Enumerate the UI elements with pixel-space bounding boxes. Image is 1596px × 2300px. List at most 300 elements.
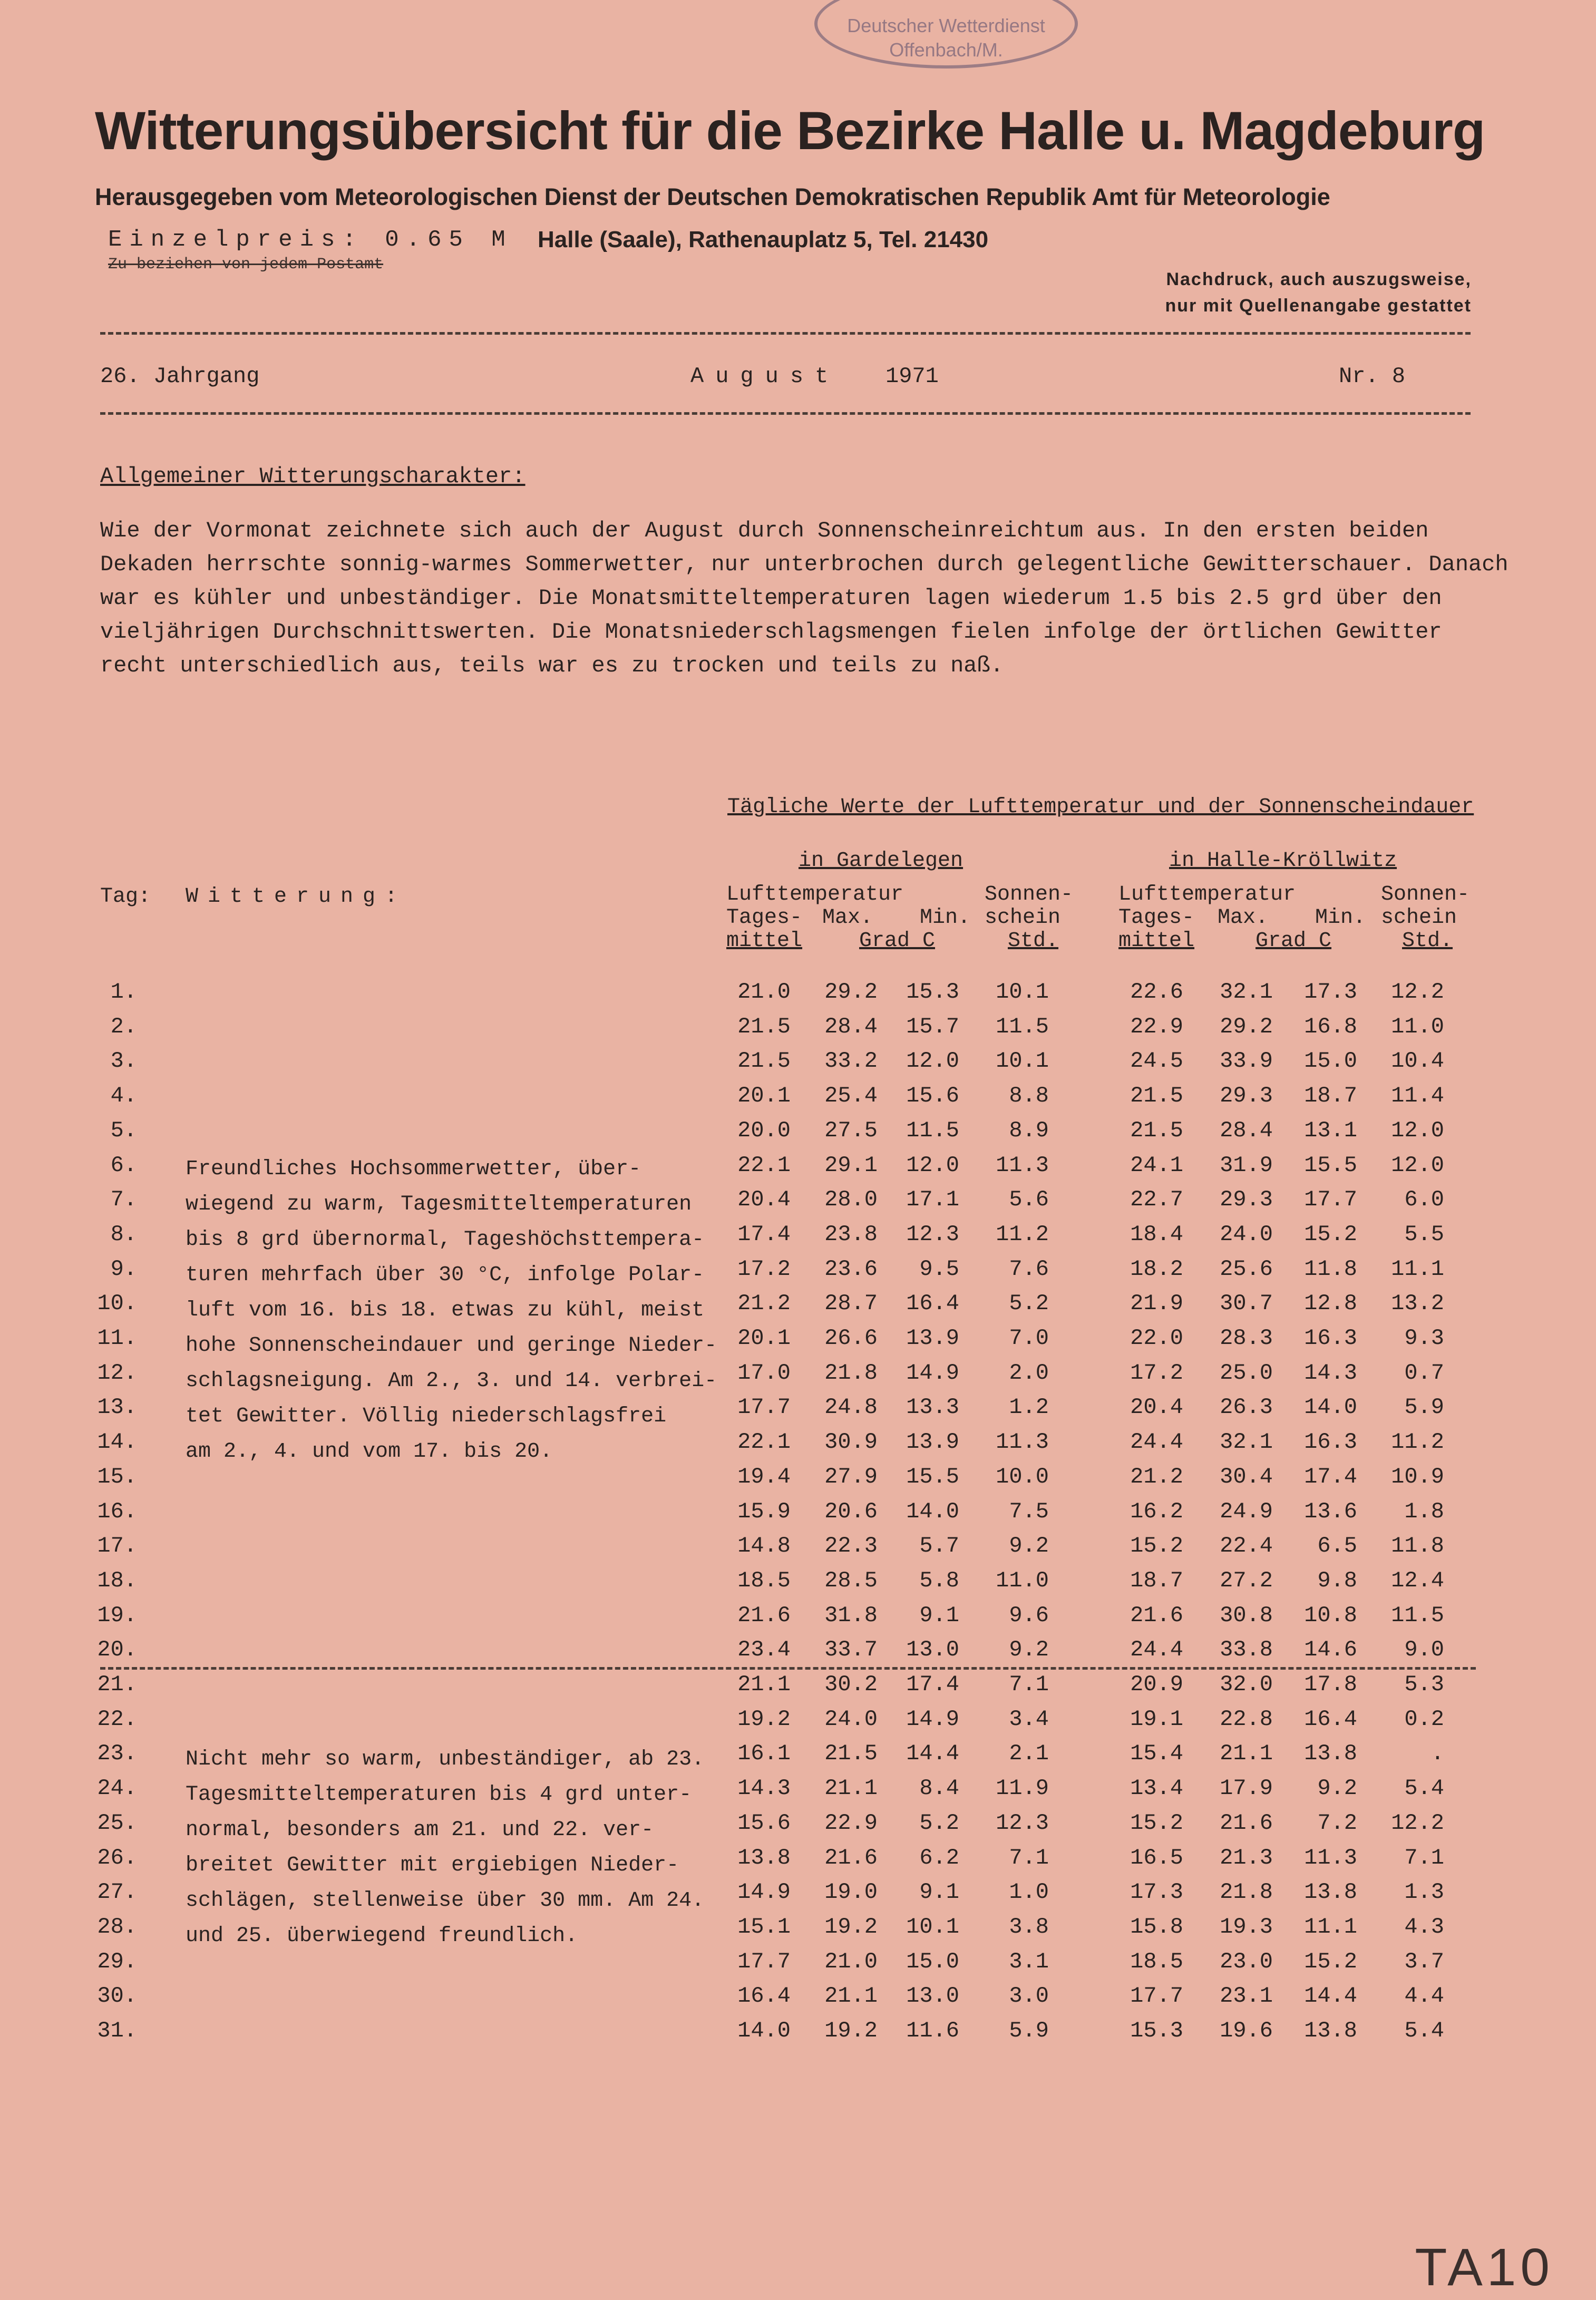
halle-value-cell: 16.3 [1304,1429,1357,1455]
day-cell: 2. [110,1013,137,1039]
gardelegen-value-cell: 10.1 [996,1048,1049,1074]
table-row [0,1707,1596,1741]
halle-value-cell: 9.3 [1404,1326,1444,1351]
gardelegen-value-cell: 9.2 [1009,1637,1049,1663]
halle-value-cell: 15.4 [1130,1741,1183,1767]
halle-value-cell: 9.0 [1404,1637,1444,1663]
gardelegen-value-cell: 17.7 [737,1395,791,1420]
halle-value-cell: 29.2 [1220,1013,1273,1039]
gardelegen-value-cell: 14.9 [737,1879,791,1905]
remark-line: hohe Sonnenscheindauer und geringe Nieder- [186,1334,717,1358]
day-cell: 31. [97,2018,137,2043]
gardelegen-value-cell: 26.6 [824,1326,878,1351]
gardelegen-value-cell: 7.1 [1009,1845,1049,1870]
gardelegen-value-cell: 21.5 [737,1013,791,1039]
day-cell: 18. [97,1567,137,1593]
halle-value-cell: 5.4 [1404,2018,1444,2043]
gardelegen-value-cell: 9.6 [1009,1602,1049,1628]
gardelegen-value-cell: 13.0 [906,1983,959,2009]
h-std-header: Std. [1402,929,1453,953]
general-heading: Allgemeiner Witterungscharakter: [100,464,525,489]
gardelegen-value-cell: 17.4 [737,1221,791,1247]
col-day-header: Tag: [100,885,151,909]
gardelegen-value-cell: 17.1 [906,1187,959,1213]
halle-value-cell: 18.5 [1130,1948,1183,1974]
volume-label: 26. Jahrgang [100,364,260,389]
gardelegen-value-cell: 22.1 [737,1429,791,1455]
gardelegen-value-cell: 11.0 [996,1567,1049,1593]
gardelegen-value-cell: 3.4 [1009,1706,1049,1732]
halle-value-cell: 32.0 [1220,1672,1273,1697]
day-cell: 7. [110,1187,137,1213]
g-gradc-header: Grad C [859,929,936,953]
notice-line-1: Nachdruck, auch auszugsweise, [1166,269,1472,289]
gardelegen-value-cell: 3.0 [1009,1983,1049,2009]
gardelegen-value-cell: 24.0 [824,1706,878,1732]
g-mittel-header: mittel [726,929,803,953]
table-row [0,979,1596,1014]
halle-value-cell: 12.0 [1391,1152,1444,1178]
day-cell: 4. [110,1083,137,1109]
gardelegen-value-cell: 31.8 [824,1602,878,1628]
halle-value-cell: 3.7 [1404,1948,1444,1974]
table-caption: Tägliche Werte der Lufttemperatur und der Sonnenscheindauer [727,795,1474,819]
gardelegen-value-cell: 19.0 [824,1879,878,1905]
h-schein-header: schein [1381,906,1457,930]
gardelegen-value-cell: 8.8 [1009,1083,1049,1109]
gardelegen-value-cell: 17.7 [737,1948,791,1974]
day-cell: 25. [97,1810,137,1836]
halle-value-cell: 10.9 [1391,1464,1444,1489]
month-label: August [690,364,840,389]
halle-value-cell: 33.9 [1220,1048,1273,1074]
remark-line: Tagesmitteltemperaturen bis 4 grd unter- [186,1783,692,1807]
gardelegen-value-cell: 11.5 [996,1013,1049,1039]
halle-value-cell: 24.4 [1130,1637,1183,1663]
day-cell: 29. [97,1948,137,1974]
halle-value-cell: 15.8 [1130,1914,1183,1940]
gardelegen-value-cell: 15.9 [737,1498,791,1524]
halle-value-cell: 17.9 [1220,1776,1273,1801]
gardelegen-value-cell: 14.0 [906,1498,959,1524]
table-row [0,1083,1596,1118]
halle-value-cell: 21.8 [1220,1879,1273,1905]
gardelegen-value-cell: 22.1 [737,1152,791,1178]
gardelegen-value-cell: 20.1 [737,1083,791,1109]
halle-value-cell: 11.1 [1304,1914,1357,1940]
halle-value-cell: 14.6 [1304,1637,1357,1663]
gardelegen-value-cell: 22.3 [824,1533,878,1559]
notice-line-2: nur mit Quellenangabe gestattet [1165,296,1472,316]
gardelegen-value-cell: 21.1 [824,1776,878,1801]
gardelegen-value-cell: 16.1 [737,1741,791,1767]
halle-value-cell: 19.3 [1220,1914,1273,1940]
halle-value-cell: 30.7 [1220,1291,1273,1317]
halle-value-cell: 13.1 [1304,1117,1357,1143]
halle-value-cell: 25.6 [1220,1256,1273,1282]
gardelegen-value-cell: 21.5 [824,1741,878,1767]
halle-value-cell: 28.3 [1220,1326,1273,1351]
gardelegen-value-cell: 20.6 [824,1498,878,1524]
halle-value-cell: 24.4 [1130,1429,1183,1455]
remarks-first-period [186,1152,717,1469]
gardelegen-value-cell: 15.6 [737,1810,791,1836]
halle-value-cell: 7.1 [1404,1845,1444,1870]
halle-value-cell: 28.4 [1220,1117,1273,1143]
day-cell: 1. [110,979,137,1005]
day-cell: 22. [97,1706,137,1732]
publisher-line: Herausgegeben vom Meteorologischen Dienst der Deutschen Demokratischen Republik Amt für Meteorologie [95,183,1330,210]
remark-line: luft vom 16. bis 18. etwas zu kühl, meist [186,1299,705,1322]
halle-value-cell: 9.2 [1317,1776,1357,1801]
halle-value-cell: 17.4 [1304,1464,1357,1489]
halle-value-cell: 15.2 [1304,1221,1357,1247]
halle-value-cell: 22.6 [1130,979,1183,1005]
halle-value-cell: 27.2 [1220,1567,1273,1593]
halle-value-cell: 13.8 [1304,1879,1357,1905]
gardelegen-value-cell: 21.2 [737,1291,791,1317]
halle-value-cell: 22.0 [1130,1326,1183,1351]
halle-value-cell: 24.0 [1220,1221,1273,1247]
day-cell: 26. [97,1845,137,1870]
gardelegen-value-cell: 2.1 [1009,1741,1049,1767]
halle-value-cell: 17.7 [1130,1983,1183,2009]
gardelegen-value-cell: 12.3 [996,1810,1049,1836]
gardelegen-value-cell: 15.0 [906,1948,959,1974]
halle-value-cell: 21.1 [1220,1741,1273,1767]
gardelegen-value-cell: 23.4 [737,1637,791,1663]
halle-value-cell: 7.2 [1317,1810,1357,1836]
halle-value-cell: 18.4 [1130,1221,1183,1247]
day-cell: 30. [97,1983,137,2009]
reprint-notice [1165,266,1472,319]
halle-value-cell: 14.4 [1304,1983,1357,2009]
table-row [0,2018,1596,2053]
halle-value-cell: 25.0 [1220,1360,1273,1386]
table-row [0,1949,1596,1984]
gardelegen-value-cell: 12.3 [906,1221,959,1247]
remark-line: normal, besonders am 21. und 22. ver- [186,1818,654,1842]
halle-value-cell: 20.4 [1130,1395,1183,1420]
gardelegen-value-cell: 14.4 [906,1741,959,1767]
halle-value-cell: 12.2 [1391,1810,1444,1836]
halle-value-cell: 24.1 [1130,1152,1183,1178]
gardelegen-value-cell: 11.2 [996,1221,1049,1247]
gardelegen-value-cell: 5.2 [1009,1291,1049,1317]
gardelegen-value-cell: 12.0 [906,1152,959,1178]
gardelegen-value-cell: 10.1 [996,979,1049,1005]
stamp-line-1: Deutscher Wetterdienst [847,15,1045,36]
stamp-line-2: Offenbach/M. [889,39,1003,61]
gardelegen-value-cell: 28.0 [824,1187,878,1213]
halle-value-cell: 12.4 [1391,1567,1444,1593]
gardelegen-value-cell: 22.9 [824,1810,878,1836]
halle-value-cell: 22.8 [1220,1706,1273,1732]
gardelegen-value-cell: 27.9 [824,1464,878,1489]
gardelegen-value-cell: 29.2 [824,979,878,1005]
halle-value-cell: 13.6 [1304,1498,1357,1524]
station-halle: in Halle-Kröllwitz [1169,849,1397,873]
gardelegen-value-cell: 17.4 [906,1672,959,1697]
day-cell: 16. [97,1498,137,1524]
day-cell: 19. [97,1602,137,1628]
remark-line: bis 8 grd übernormal, Tageshöchsttempera- [186,1228,705,1252]
address-line: Halle (Saale), Rathenauplatz 5, Tel. 21430 [538,227,989,252]
archive-mark: TA10 [1415,2238,1554,2297]
g-max-header: Max. [822,906,873,930]
gardelegen-value-cell: 30.2 [824,1672,878,1697]
gardelegen-value-cell: 21.6 [737,1602,791,1628]
table-row [0,1048,1596,1083]
gardelegen-value-cell: 17.2 [737,1256,791,1282]
halle-value-cell: 24.9 [1220,1498,1273,1524]
halle-value-cell: 11.1 [1391,1256,1444,1282]
halle-value-cell: 15.0 [1304,1048,1357,1074]
halle-value-cell: 6.5 [1317,1533,1357,1559]
g-schein-header: schein [985,906,1061,930]
gardelegen-value-cell: 11.9 [996,1776,1049,1801]
gardelegen-value-cell: 11.5 [906,1117,959,1143]
halle-value-cell: 5.9 [1404,1395,1444,1420]
halle-value-cell: 1.3 [1404,1879,1444,1905]
gardelegen-value-cell: 17.0 [737,1360,791,1386]
gardelegen-value-cell: 33.2 [824,1048,878,1074]
h-gradc-header: Grad C [1256,929,1332,953]
day-cell: 14. [97,1429,137,1455]
halle-value-cell: 9.8 [1317,1567,1357,1593]
halle-value-cell: 18.7 [1304,1083,1357,1109]
day-cell: 6. [110,1152,137,1178]
gardelegen-value-cell: 21.1 [737,1672,791,1697]
h-min-header: Min. [1315,906,1366,930]
gardelegen-value-cell: 5.6 [1009,1187,1049,1213]
halle-value-cell: 17.7 [1304,1187,1357,1213]
table-row [0,1499,1596,1534]
table-row [0,1672,1596,1707]
day-cell: 3. [110,1048,137,1074]
halle-value-cell: 22.4 [1220,1533,1273,1559]
gardelegen-value-cell: 19.4 [737,1464,791,1489]
remark-line: turen mehrfach über 30 °C, infolge Polar- [186,1263,705,1287]
table-row [0,1983,1596,2018]
halle-value-cell: 20.9 [1130,1672,1183,1697]
gardelegen-value-cell: 14.9 [906,1706,959,1732]
gardelegen-value-cell: 3.1 [1009,1948,1049,1974]
gardelegen-value-cell: 23.6 [824,1256,878,1282]
gardelegen-value-cell: 21.5 [737,1048,791,1074]
halle-value-cell: 16.2 [1130,1498,1183,1524]
halle-value-cell: 13.4 [1130,1776,1183,1801]
halle-value-cell: 12.0 [1391,1117,1444,1143]
year-label: 1971 [885,364,939,389]
gardelegen-value-cell: 6.2 [919,1845,959,1870]
halle-value-cell: 4.4 [1404,1983,1444,2009]
gardelegen-value-cell: 20.1 [737,1326,791,1351]
halle-value-cell: 15.2 [1130,1810,1183,1836]
gardelegen-value-cell: 14.8 [737,1533,791,1559]
halle-value-cell: 17.3 [1304,979,1357,1005]
page-title: Witterungsübersicht für die Bezirke Halle u. Magdeburg [95,101,1485,161]
halle-value-cell: 11.3 [1304,1845,1357,1870]
gardelegen-value-cell: 23.8 [824,1221,878,1247]
halle-value-cell: 15.2 [1130,1533,1183,1559]
gardelegen-value-cell: 30.9 [824,1429,878,1455]
day-cell: 27. [97,1879,137,1905]
gardelegen-value-cell: 15.1 [737,1914,791,1940]
h-max-header: Max. [1218,906,1269,930]
halle-value-cell: 17.2 [1130,1360,1183,1386]
gardelegen-value-cell: 14.0 [737,2018,791,2043]
gardelegen-value-cell: 20.0 [737,1117,791,1143]
halle-value-cell: 21.6 [1220,1810,1273,1836]
g-std-header: Std. [1008,929,1059,953]
g-min-header: Min. [920,906,971,930]
halle-value-cell: 30.8 [1220,1602,1273,1628]
halle-value-cell: 13.2 [1391,1291,1444,1317]
halle-value-cell: 0.2 [1404,1706,1444,1732]
gardelegen-value-cell: 13.0 [906,1637,959,1663]
gardelegen-value-cell: 27.5 [824,1117,878,1143]
gardelegen-value-cell: 5.8 [919,1567,959,1593]
halle-value-cell: 16.5 [1130,1845,1183,1870]
halle-value-cell: 11.8 [1391,1533,1444,1559]
gardelegen-value-cell: 24.8 [824,1395,878,1420]
halle-value-cell: 11.0 [1391,1013,1444,1039]
halle-value-cell: 5.5 [1404,1221,1444,1247]
gardelegen-value-cell: 18.5 [737,1567,791,1593]
halle-value-cell: 15.5 [1304,1152,1357,1178]
gardelegen-value-cell: 19.2 [824,1914,878,1940]
gardelegen-value-cell: 16.4 [906,1291,959,1317]
issue-number: Nr. 8 [1339,364,1406,389]
gardelegen-value-cell: 9.1 [919,1602,959,1628]
day-cell: 8. [110,1221,137,1247]
gardelegen-value-cell: 1.2 [1009,1395,1049,1420]
gardelegen-value-cell: 19.2 [824,2018,878,2043]
gardelegen-value-cell: 21.1 [824,1983,878,2009]
halle-value-cell: 12.8 [1304,1291,1357,1317]
gardelegen-value-cell: 20.4 [737,1187,791,1213]
halle-value-cell: 5.3 [1404,1672,1444,1697]
halle-value-cell: . [1430,1741,1444,1767]
halle-value-cell: 13.8 [1304,1741,1357,1767]
halle-value-cell: 31.9 [1220,1152,1273,1178]
halle-value-cell: 11.5 [1391,1602,1444,1628]
day-cell: 20. [97,1637,137,1663]
g-lufttemp-header: Lufttemperatur [726,883,904,907]
table-row [0,1533,1596,1568]
halle-value-cell: 6.0 [1404,1187,1444,1213]
halle-value-cell: 26.3 [1220,1395,1273,1420]
halle-value-cell: 4.3 [1404,1914,1444,1940]
struck-line: Zu beziehen von jedem Postamt [108,256,384,274]
halle-value-cell: 30.4 [1220,1464,1273,1489]
day-cell: 21. [97,1672,137,1697]
halle-value-cell: 10.8 [1304,1602,1357,1628]
gardelegen-value-cell: 11.3 [996,1152,1049,1178]
day-cell: 17. [97,1533,137,1559]
gardelegen-value-cell: 28.7 [824,1291,878,1317]
gardelegen-value-cell: 28.5 [824,1567,878,1593]
halle-value-cell: 24.5 [1130,1048,1183,1074]
table-row [0,1118,1596,1153]
halle-value-cell: 17.8 [1304,1672,1357,1697]
halle-value-cell: 16.4 [1304,1706,1357,1732]
halle-value-cell: 14.3 [1304,1360,1357,1386]
gardelegen-value-cell: 5.7 [919,1533,959,1559]
halle-value-cell: 29.3 [1220,1083,1273,1109]
halle-value-cell: 18.7 [1130,1567,1183,1593]
g-tages-header: Tages- [726,906,803,930]
halle-value-cell: 17.3 [1130,1879,1183,1905]
halle-value-cell: 32.1 [1220,979,1273,1005]
halle-value-cell: 23.1 [1220,1983,1273,2009]
remark-line: am 2., 4. und vom 17. bis 20. [186,1440,553,1464]
gardelegen-value-cell: 7.5 [1009,1498,1049,1524]
gardelegen-value-cell: 2.0 [1009,1360,1049,1386]
halle-value-cell: 5.4 [1404,1776,1444,1801]
halle-value-cell: 32.1 [1220,1429,1273,1455]
gardelegen-value-cell: 15.3 [906,979,959,1005]
gardelegen-value-cell: 28.4 [824,1013,878,1039]
gardelegen-value-cell: 13.3 [906,1395,959,1420]
halle-value-cell: 1.8 [1404,1498,1444,1524]
gardelegen-value-cell: 12.0 [906,1048,959,1074]
gardelegen-value-cell: 14.3 [737,1776,791,1801]
halle-value-cell: 21.6 [1130,1602,1183,1628]
price-line: Einzelpreis: 0.65 M [108,227,513,253]
divider-issue [100,412,1471,415]
halle-value-cell: 21.5 [1130,1117,1183,1143]
gardelegen-value-cell: 14.9 [906,1360,959,1386]
gardelegen-value-cell: 7.0 [1009,1326,1049,1351]
halle-value-cell: 16.8 [1304,1013,1357,1039]
gardelegen-value-cell: 13.8 [737,1845,791,1870]
remark-line: und 25. überwiegend freundlich. [186,1924,578,1948]
halle-value-cell: 18.2 [1130,1256,1183,1282]
remark-line: Freundliches Hochsommerwetter, über- [186,1157,641,1181]
day-cell: 15. [97,1464,137,1489]
gardelegen-value-cell: 19.2 [737,1706,791,1732]
day-cell: 5. [110,1117,137,1143]
h-sonnen-header: Sonnen- [1381,883,1470,907]
gardelegen-value-cell: 10.1 [906,1914,959,1940]
gardelegen-value-cell: 29.1 [824,1152,878,1178]
remarks-second-period [186,1742,704,1954]
gardelegen-value-cell: 5.2 [919,1810,959,1836]
halle-value-cell: 11.2 [1391,1429,1444,1455]
halle-value-cell: 14.0 [1304,1395,1357,1420]
halle-value-cell: 22.7 [1130,1187,1183,1213]
day-cell: 24. [97,1776,137,1801]
day-cell: 9. [110,1256,137,1282]
halle-value-cell: 19.1 [1130,1706,1183,1732]
remark-line: Nicht mehr so warm, unbeständiger, ab 23. [186,1748,705,1771]
gardelegen-value-cell: 11.6 [906,2018,959,2043]
halle-value-cell: 29.3 [1220,1187,1273,1213]
remark-line: schlagsneigung. Am 2., 3. und 14. verbrei- [186,1369,717,1393]
gardelegen-value-cell: 3.8 [1009,1914,1049,1940]
station-gardelegen: in Gardelegen [799,849,964,873]
day-cell: 11. [97,1326,137,1351]
gardelegen-value-cell: 16.4 [737,1983,791,2009]
halle-value-cell: 23.0 [1220,1948,1273,1974]
h-tages-header: Tages- [1118,906,1195,930]
halle-value-cell: 21.3 [1220,1845,1273,1870]
gardelegen-value-cell: 15.5 [906,1464,959,1489]
gardelegen-value-cell: 9.1 [919,1879,959,1905]
g-sonnen-header: Sonnen- [985,883,1074,907]
